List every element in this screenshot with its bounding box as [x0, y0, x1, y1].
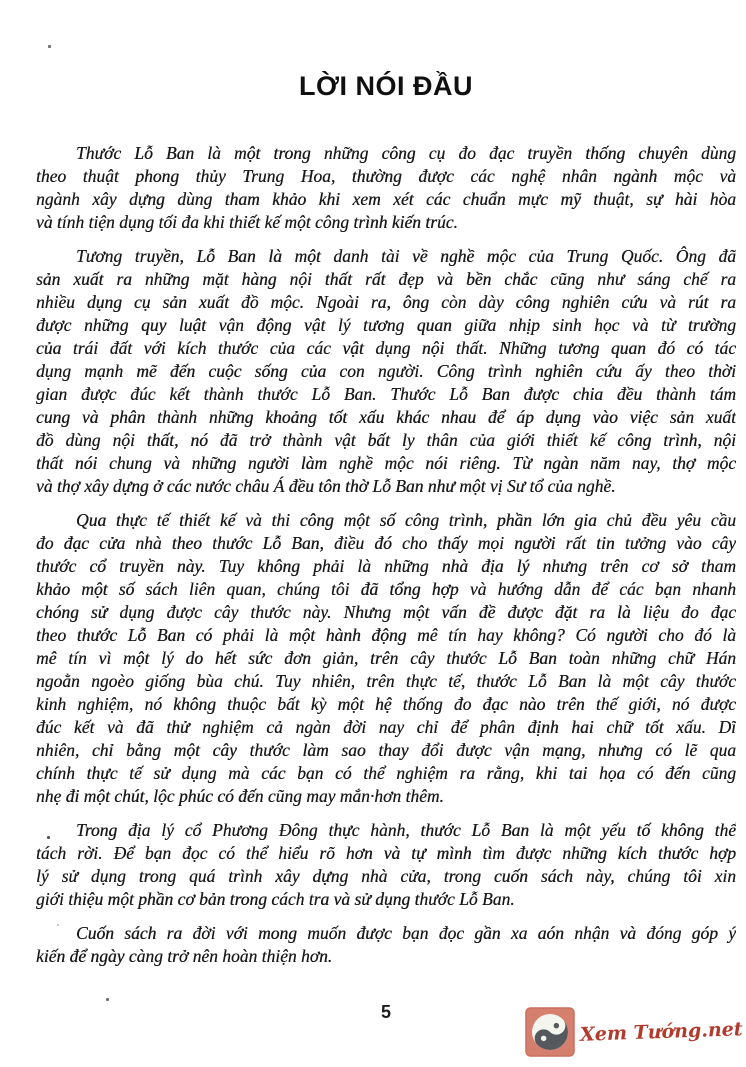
text-line: gian được đúc kết thành thước Lỗ Ban. Thước Lỗ Ban được chia đều thành tám: [36, 384, 736, 404]
text-line: của trái đất với kích thước của các vật dụng nội thất. Những tương quan đó có tác: [36, 338, 736, 358]
text-line: theo thước Lỗ Ban có phải là một hành động mê tín hay không? Có người cho đó là: [36, 625, 736, 645]
text-line: và thợ xây dựng ở các nước châu Á đều tôn thờ Lỗ Ban như một vị Sư tổ của nghề.: [36, 476, 616, 496]
text-line: nhiều dụng cụ sản xuất đồ mộc. Ngoài ra, ông còn dày công nghiên cứu và rút ra: [36, 292, 736, 312]
document-body: [36, 142, 736, 979]
watermark: [525, 1007, 743, 1057]
scan-speck: [48, 45, 51, 48]
text-line: kinh nghiệm, nó không thuộc bất kỳ một hệ thống đo đạc nào trên thế giới, nó được: [36, 694, 736, 714]
text-line: Cuốn sách ra đời với mong muốn được bạn đọc gần xa aón nhận và đóng góp ý: [76, 923, 736, 943]
text-line: mê tín vì một lý do hết sức đơn giản, trên cây thước Lỗ Ban toàn những chữ Hán: [36, 648, 736, 668]
text-line: cung và phân thành những khoảng tốt xấu khác nhau để áp dụng vào việc sản xuất: [36, 407, 736, 427]
watermark-site-name: Xem Tướng.net: [580, 1018, 744, 1046]
text-line: lý sử dụng trong quá trình xây dựng nhà cửa, trong cuốn sách này, chúng tôi xin: [36, 866, 736, 886]
text-line: Tương truyền, Lỗ Ban là một danh tài về nghề mộc của Trung Quốc. Ông đã: [76, 246, 736, 266]
text-line: thước cổ truyền này. Tuy không phải là những nhà địa lý nhưng trên cơ sở tham: [36, 556, 736, 576]
text-line: giới thiệu một phần cơ bản trong cách tra và sử dụng thước Lỗ Ban.: [36, 889, 515, 909]
text-line: nhẹ đi một chút, lộc phúc có đến cũng may mắn·hơn thêm.: [36, 786, 444, 806]
scan-speck: [57, 924, 59, 926]
page-title: LỜI NÓI ĐẦU: [298, 71, 474, 101]
yin-yang-icon: [525, 1007, 575, 1057]
text-line: đo đạc cửa nhà theo thước Lỗ Ban, điều đó cho thấy mọi người rất tin tưởng vào cây: [36, 533, 736, 553]
text-line: Thước Lỗ Ban là một trong những công cụ đo đạc truyền thống chuyên dùng: [76, 143, 736, 163]
text-line: chính thực tế sử dụng mà các bạn có thể nghiệm ra rằng, khi tai họa có đến cũng: [36, 763, 736, 783]
text-line: chóng sử dụng được cây thước này. Nhưng một vấn đề được đặt ra là liệu đo đạc: [36, 602, 736, 622]
text-line: đồ dùng nội thất, nó đã trở thành vật bất ly thân của giới thiết kế công trình, nội: [36, 430, 736, 450]
text-line: sản xuất ra những mặt hàng nội thất rất đẹp và bền chắc cũng như sáng chế ra: [36, 269, 736, 289]
text-line: và tính tiện dụng tối đa khi thiết kế một công trình kiến trúc.: [36, 212, 458, 232]
text-line: dụng mạnh mẽ đến cuộc sống của con người. Công trình nghiên cứu ấy theo thời: [36, 361, 736, 381]
text-line: ngoằn ngoèo giống bùa chú. Tuy nhiên, trên thực tế, thước Lỗ Ban là một cây thước: [36, 671, 736, 691]
text-line: Qua thực tế thiết kế và thi công một số công trình, phần lớn gia chủ đều yêu cầu: [76, 510, 736, 530]
paragraph: [36, 922, 736, 968]
scan-speck: [106, 998, 109, 1001]
text-line: đúc kết và đã thử nghiệm cả ngàn đời nay chỉ để phân định hai chữ tốt xấu. Dĩ: [36, 717, 736, 737]
text-line: ngành xây dựng dùng tham khảo khi xem xét các chuẩn mực mỹ thuật, sự hài hòa: [36, 189, 736, 209]
text-line: nhiên, chỉ bằng một cây thước làm sao thay đổi được vận mạng, nhưng có lẽ qua: [36, 740, 736, 760]
text-line: khảo một số sách liên quan, chúng tôi đã tổng hợp và hướng dẫn để các bạn nhanh: [36, 579, 736, 599]
paragraph: [36, 819, 736, 911]
text-line: tách rời. Để bạn đọc có thể hiểu rõ hơn và tự mình tìm được những kích thước hợp: [36, 843, 736, 863]
scan-speck: [47, 836, 50, 839]
page-number: 5: [380, 1002, 391, 1022]
text-line: theo thuật phong thủy Trung Hoa, thường được các nghệ nhân ngành mộc và: [36, 166, 736, 186]
text-line: được những quy luật vận động vật lý tương quan giữa nhịp sinh học và từ trường: [36, 315, 736, 335]
text-line: Trong địa lý cổ Phương Đông thực hành, thước Lỗ Ban là một yếu tố không thể: [76, 820, 736, 840]
paragraph: [36, 509, 736, 808]
text-line: thất nói chung và những người làm nghề mộc nói riêng. Từ ngàn năm nay, thợ mộc: [36, 453, 736, 473]
text-line: kiến để ngày càng trở nên hoàn thiện hơn.: [36, 946, 333, 966]
paragraph: [36, 142, 736, 234]
paragraph: [36, 245, 736, 498]
